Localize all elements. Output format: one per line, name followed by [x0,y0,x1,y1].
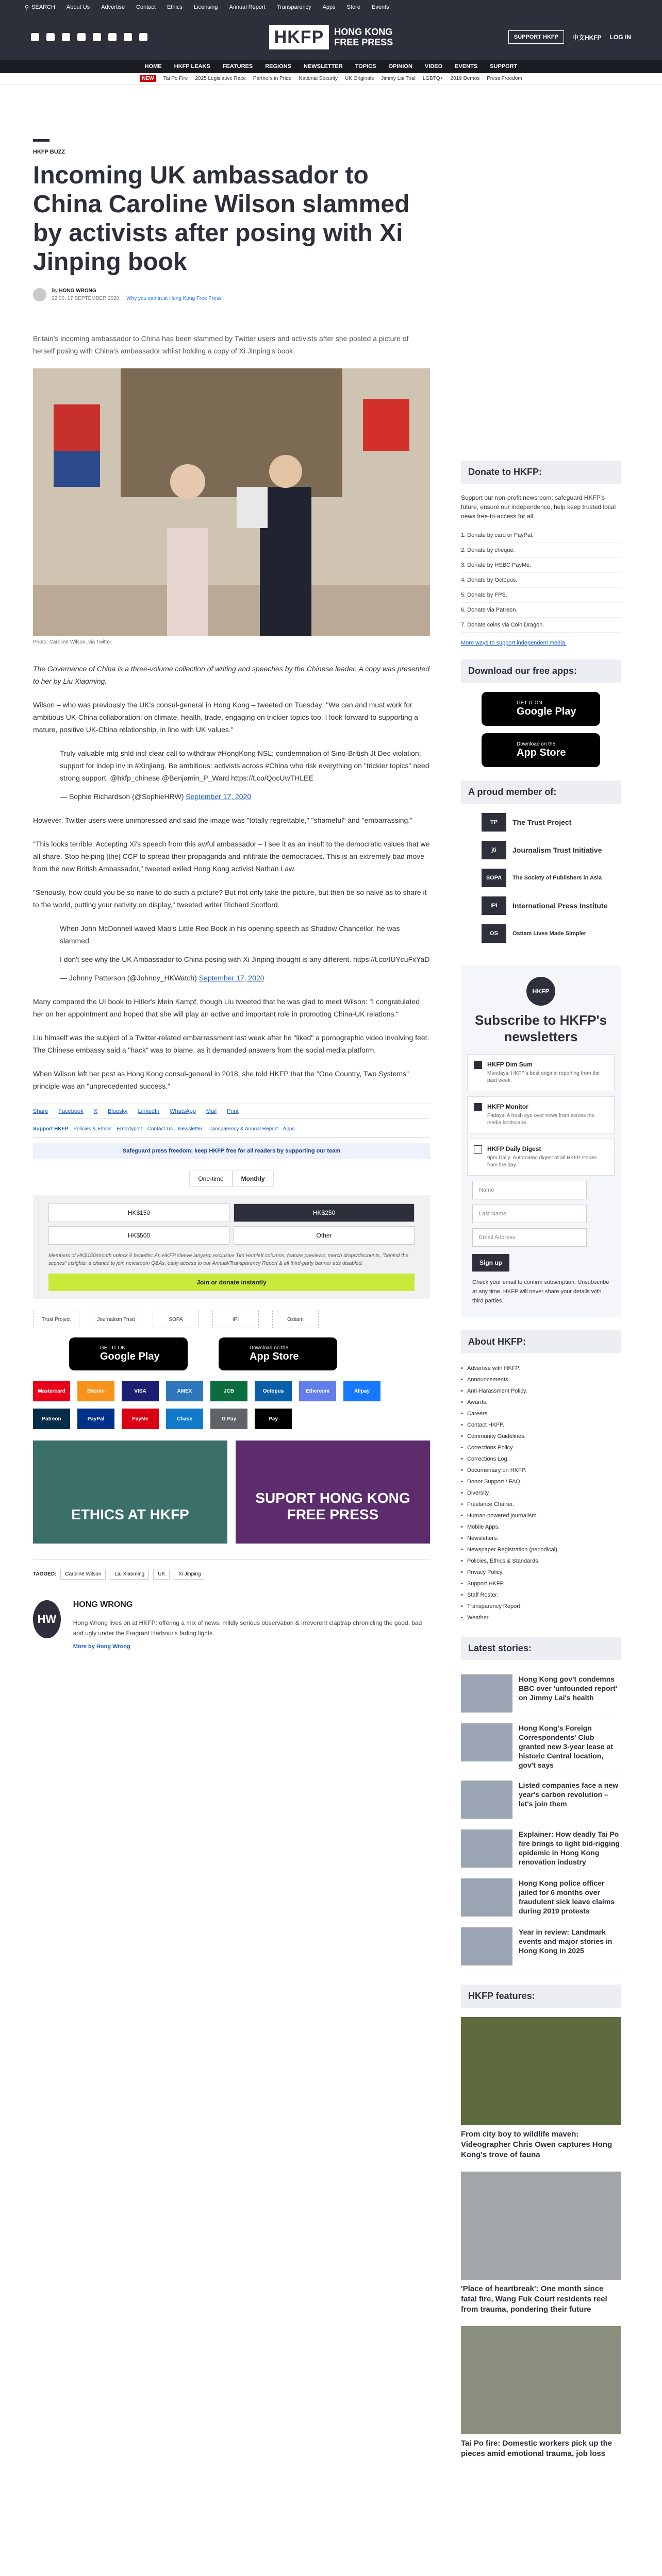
legal-link[interactable]: Apps [283,1126,295,1132]
legal-link[interactable]: Support HKFP [33,1126,69,1132]
donate-widget [461,461,621,646]
photo-illustration [33,368,430,636]
payment-logo[interactable]: PayPal [77,1409,114,1429]
monthly-tab[interactable]: Monthly [233,1171,274,1187]
tag[interactable]: Xi Jinping [174,1569,205,1580]
social-links [31,33,269,41]
author-more-link[interactable]: More by Hong Wrong [73,1643,130,1650]
payment-logo[interactable]: Patreon [33,1409,70,1429]
amount-option[interactable]: Other [234,1226,415,1245]
feature-story[interactable]: 'Place of heartbreak': One month since fatal fire, Wang Fuk Court residents reel from trauma, pondering their future [461,2172,621,2315]
nav-topics[interactable]: TOPICS [355,63,376,70]
partner-logo[interactable]: Trust Project [33,1311,79,1328]
member-org[interactable]: IPI International Press Institute [461,896,621,924]
about-link[interactable]: • Human-powered journalism. [461,1510,621,1521]
author-box-name[interactable]: HONG WRONG [73,1600,133,1609]
util-link[interactable]: Apps [322,4,336,10]
about-link[interactable]: • Newspaper Registration (periodical). [461,1544,621,1555]
support-button[interactable]: SUPPORT HKFP [508,30,564,44]
about-link[interactable]: • Corrections Policy. [461,1442,621,1453]
paragraph: Liu himself was the subject of a Twitter-related embarrassment last week after he "liked" a pornographic video involving feet. The Chinese embassy said a "hack" was to blame, as it demanded answers from the social media platform. [33,1033,429,1054]
linkedin-icon[interactable] [108,33,117,41]
author-avatar: HW [33,1600,61,1638]
author-name[interactable]: By HONG WRONG [52,288,96,294]
legal-links [33,1124,430,1138]
share-bar [33,1104,430,1119]
byline [33,288,430,301]
accent-bar [33,139,49,142]
about-link[interactable]: • Donor Support / FAQ. [461,1476,621,1487]
tag[interactable]: UK [153,1569,170,1580]
tag[interactable]: Liu Xiaoming [110,1569,149,1580]
trending-link[interactable]: Jimmy Lai Trial [381,76,416,81]
about-link[interactable]: • Contact HKFP. [461,1419,621,1431]
trending-link[interactable]: 2025 Legislative Race [195,76,246,81]
latest-story[interactable]: Hong Kong gov't condemns BBC over 'unfounded report' on Jimmy Lai's health [461,1669,621,1718]
story-thumbnail [461,1781,512,1819]
member-org[interactable]: TP The Trust Project [461,813,621,841]
nav-features[interactable]: FEATURES [222,63,253,70]
latest-story[interactable]: Hong Kong police officer jailed for 6 months over fraudulent sick leave claims during 2019 protests [461,1873,621,1922]
email-field[interactable]: Email Address [472,1228,587,1247]
latest-story[interactable]: Hong Kong's Foreign Correspondents' Club granted new 3-year lease at historic Central location, gov't says [461,1718,621,1775]
hkfp-logo-icon: HKFP [526,977,555,1006]
member-org[interactable]: OS Ostiam Lives Made Simpler [461,924,621,952]
about-links [461,1363,621,1623]
partner-logo[interactable]: IPI [212,1311,259,1328]
partner-logos [33,1311,430,1328]
rss-icon[interactable] [139,33,147,41]
donate-intro[interactable]: Support our non-profit newsroom: safeguard HKFP's future, ensure our independence, help keep trusted local news free-to-access for all. [461,494,616,520]
share-x[interactable]: X [93,1108,98,1114]
amount-option[interactable]: HK$500 [48,1226,229,1245]
about-link[interactable]: • Careers. [461,1408,621,1419]
trending-link[interactable]: National Security [299,76,338,81]
donate-method[interactable]: 4. Donate by Octopus. [461,573,621,588]
donation-form [33,1195,430,1299]
nav-events[interactable]: EVENTS [455,63,478,70]
about-link[interactable]: • Freelance Charter. [461,1499,621,1510]
payment-logo[interactable]: AMEX [166,1381,203,1401]
feature-image [461,2326,621,2434]
ethics-banner[interactable]: ETHICS AT HKFP [33,1440,227,1544]
nav-leaks[interactable]: HKFP LEAKS [174,63,210,70]
checkbox[interactable] [474,1103,482,1111]
share-print[interactable]: Print [227,1108,239,1114]
trending-link[interactable]: 2019 Demos [450,76,480,81]
main-nav [0,60,662,73]
about-link[interactable]: • Diversity. [461,1487,621,1499]
google-play-button[interactable]: GET IT ON Google Play [69,1337,188,1370]
latest-story[interactable]: Listed companies face a new year's carbon revolution – let's join them [461,1775,621,1824]
login-link[interactable]: LOG IN [609,33,631,41]
nav-support[interactable]: SUPPORT [490,63,518,70]
util-link[interactable]: Contact [136,4,156,10]
chinese-link[interactable]: 中文HKFP [572,33,602,41]
donate-method[interactable]: 6. Donate via Patreon. [461,603,621,618]
about-link[interactable]: • Privacy Policy. [461,1567,621,1578]
paragraph: "Seriously, how could you be so naive to do such a picture? But not only take the picture, but then be so naive as to share it to the world, putting your nativity on display," tweeted writer Richard Scotford. [33,888,427,909]
payment-logo[interactable]: Chase [166,1409,203,1429]
sopa-icon: SOPA [482,869,506,887]
paragraph: The Governance of China is a three-volume collection of writing and speeches by the Chinese leader. A copy was presented to her by Liu Xiaoming. [33,665,429,685]
tweet-date-link[interactable]: September 17, 2020 [186,792,252,801]
trending-link[interactable]: Tai Po Fire [163,76,188,81]
widget-title: A proud member of: [461,781,621,804]
jti-icon: jti [482,841,506,859]
paragraph: When Wilson left her post as Hong Kong consul-general in 2018, she told HKFP that the "One Country, Two Systems" principle was an "unprecedented success." [33,1070,409,1090]
trending-link[interactable]: Partners in Pride [253,76,292,81]
story-thumbnail [461,1878,512,1917]
legal-link[interactable]: Policies & Ethics [73,1126,112,1132]
checkbox[interactable] [474,1145,482,1154]
telegram-icon[interactable] [124,33,132,41]
about-link[interactable]: • Staff Roster. [461,1589,621,1601]
util-link[interactable]: Store [346,4,360,10]
payment-logo[interactable]: G Pay [210,1409,247,1429]
app-buttons [33,1337,430,1370]
partner-logo[interactable]: SOPA [153,1311,199,1328]
ostiam-icon: OS [482,924,506,943]
share-bluesky[interactable]: Bluesky [108,1108,128,1114]
about-link[interactable]: • Announcements. [461,1374,621,1385]
util-link[interactable]: About Us [66,4,90,10]
photo-caption: Photo: Caroline Wilson, via Twitter. [33,639,113,645]
widget-title: Latest stories: [461,1637,621,1660]
paragraph: Many compared the UI book to Hitler's Mein Kampf, though Liu tweeted that he was glad to meet Wilson: "I congratulated her on her appointment and hoped that she will play an active and important role in promoting China-UK relations." [33,997,420,1018]
newsletter-option[interactable]: HKFP Dim Sum Mondays: HKFP's best original reporting from the past week. [467,1054,615,1091]
newsletter-option[interactable]: HKFP Monitor Fridays: A fresh eye over news from across the media landscape. [467,1096,615,1133]
story-thumbnail [461,1723,512,1761]
util-link[interactable]: Advertise [101,4,125,10]
about-link[interactable]: • Support HKFP. [461,1578,621,1589]
embedded-tweet: Truly valuable mtg shld incl clear call to withdraw #HongKong NSL; condemnation of Sino-British Jt Dec violation; support for indep inv in #Xinjiang. Be ambitious: activists across #China who risk everything on "trickier topics" need strong support. @hkfp_chinese @Benjamin_P_Ward https://t.co/QocUwTHLEE — Sophie Richardson (@SophieHRW) September 17, 2020 [60,749,429,801]
payment-logo[interactable]: Pay [255,1409,292,1429]
embedded-tweet: When John McDonnell waved Mao's Little Red Book in his opening speech as Shadow Chancellor, he was slammed. I don't see why the UK Ambassador to China posing with Xi Jinping thought is any different. https://t.co/tUYcuFxYaD — Johnny Patterson (@Johnny_HKWatch) September 17, 2020 [60,924,430,982]
payment-logo[interactable]: PayMe [122,1409,159,1429]
checkbox[interactable] [474,1061,482,1069]
feature-image [461,2017,621,2125]
donate-method[interactable]: 3. Donate by HSBC PayMe. [461,558,621,573]
nav-video[interactable]: VIDEO [424,63,443,70]
legal-link[interactable]: Contact Us [147,1126,173,1132]
signup-button[interactable]: Sign up [472,1254,509,1272]
app-store-button[interactable]: Download on the App Store [219,1337,337,1370]
share-whatsapp[interactable]: WhatsApp [170,1108,196,1114]
avatar [33,288,46,301]
amount-option[interactable]: HK$250 [234,1204,415,1222]
about-link[interactable]: • Documentary on HKFP. [461,1465,621,1476]
tweet-date-link[interactable]: September 17, 2020 [198,974,264,982]
site-logo[interactable]: HKFP HONG KONG FREE PRESS [269,25,393,49]
article-category[interactable]: HKFP BUZZ [33,149,65,155]
name-field[interactable]: Name [472,1181,587,1199]
payment-logo[interactable]: Octopus [255,1381,292,1401]
about-link[interactable]: • Anti-Harassment Policy. [461,1385,621,1397]
latest-story[interactable]: Explainer: How deadly Tai Po fire brings to light bid-rigging epidemic in Hong Kong renovation industry [461,1824,621,1873]
trending-link[interactable]: Press Freedom [487,76,522,81]
last-name-field[interactable]: Last Name [472,1205,587,1223]
google-play-button[interactable]: GET IT ON Google Play [482,692,600,726]
widget-title: About HKFP: [461,1330,621,1353]
article-title: Incoming UK ambassador to China Caroline Wilson slammed by activists after posing with Xi Jinping book [33,162,410,276]
story-thumbnail [461,1927,512,1965]
trending-nav [0,73,662,84]
apps-widget [461,659,621,767]
trending-link[interactable]: LGBTQ+ [422,76,443,81]
about-link[interactable]: • Advertise with HKFP. [461,1363,621,1374]
nav-home[interactable]: HOME [144,63,162,70]
widget-title: Download our free apps: [461,659,621,683]
article-photo [33,368,430,636]
story-thumbnail [461,1674,512,1713]
tags-label: TAGGED: [33,1571,57,1577]
feature-story[interactable]: From city boy to wildlife maven: Videographer Chris Owen captures Hong Kong's trove of fauna [461,2017,621,2160]
app-store-button[interactable]: Download on the App Store [482,733,600,767]
membership-note: Members of HK$150/month unlock 6 benefits: An HKFP sleeve lanyard, exclusive Tim Hamlett columns, feature previews; merch drops/discounts, "behind the scenes" insights; a chance to join newsroom Q&As, early access to our Annual/Transparency Report & all third-party banner ads disabled. [48,1253,409,1266]
nav-opinion[interactable]: OPINION [388,63,412,70]
newsletter-note: Check your email to confirm subscription. Unsubscribe at any time. HKFP will never share your details with third parties. [472,1279,609,1304]
util-link[interactable]: Annual Report [229,4,266,10]
util-link[interactable]: Events [371,4,389,10]
x-icon[interactable] [46,33,55,41]
frequency-toggle [33,1171,430,1187]
about-link[interactable]: • Weather. [461,1612,621,1623]
nav-regions[interactable]: REGIONS [265,63,291,70]
util-link[interactable]: Licensing [193,4,218,10]
promo-banners [33,1440,430,1544]
story-thumbnail [461,1829,512,1868]
legal-link[interactable]: Transparency & Annual Report [207,1126,278,1132]
share-facebook[interactable]: Facebook [58,1108,84,1114]
about-link[interactable]: • Policies, Ethics & Standards. [461,1555,621,1567]
payment-logo[interactable]: Ethereum [299,1381,336,1401]
about-link[interactable]: • Mobile Apps. [461,1521,621,1533]
google-trust-link[interactable]: Why you can trust Hong Kong Free Press [126,296,222,301]
about-link[interactable]: • Awards. [461,1397,621,1408]
features-widget [461,1985,621,2459]
join-button[interactable]: Join or donate instantly [48,1274,415,1291]
member-org[interactable]: SOPA The Society of Publishers in Asia [461,869,621,896]
newsletter-option[interactable]: HKFP Daily Digest 9pm Daily: Automated digest of all HKFP stories from the day. [467,1139,615,1176]
donate-method[interactable]: 7. Donate coins via Coin Dragon. [461,618,621,633]
payment-logo[interactable]: Mastercard [33,1381,70,1401]
instagram-icon[interactable] [62,33,70,41]
member-org[interactable]: jti Journalism Trust Initiative [461,841,621,869]
youtube-icon[interactable] [93,33,101,41]
tag[interactable]: Caroline Wilson [60,1569,106,1580]
feature-image [461,2172,621,2280]
feature-story[interactable]: Tai Po fire: Domestic workers pick up the pieces amid emotional trauma, job loss [461,2326,621,2459]
utility-bar [0,0,662,14]
payment-logo[interactable]: VISA [122,1381,159,1401]
facebook-icon[interactable] [31,33,39,41]
trust-project-icon: TP [482,813,506,832]
payment-logo[interactable]: JCB [210,1381,247,1401]
new-badge: NEW [140,75,156,82]
partner-logo[interactable]: Ostiam [272,1311,319,1328]
search-link[interactable]: ⚲ SEARCH [25,4,55,11]
util-link[interactable]: Transparency [276,4,311,10]
about-widget [461,1330,621,1623]
tags [33,1559,430,1580]
paragraph: "This looks terrible. Accepting Xi's speech from this awful ambassador – I see it as an insult to the democratic values that we all share. Stop helping [the] CCP to spread their propaganda and infiltrate the democracies. This is an extremely bad move from the new British Ambassador," tweeted exiled Hong Kong activist Nathan Law. [33,840,430,873]
share-label: Share [33,1108,48,1114]
amount-option[interactable]: HK$150 [48,1204,229,1222]
donate-methods [461,528,621,633]
sidebar [461,84,621,2472]
newsletter-widget [461,965,621,1317]
latest-widget [461,1637,621,1971]
widget-title: HKFP features: [461,1985,621,2008]
donate-method[interactable]: 1. Donate by card or PayPal. [461,528,621,543]
trending-link[interactable]: UK Originals [344,76,374,81]
latest-story[interactable]: Year in review: Landmark events and major stories in Hong Kong in 2025 [461,1922,621,1971]
publish-date: 22:00, 17 SEPTEMBER 2020 [52,296,120,301]
widget-title: Donate to HKFP: [461,461,621,484]
more-ways-link[interactable]: More ways to support independent media. [461,640,567,646]
legal-link[interactable]: Newsletter [178,1126,203,1132]
support-banner[interactable]: SUPORT HONG KONG FREE PRESS [236,1440,430,1544]
partner-logo[interactable]: Journalism Trust [93,1311,139,1328]
share-linkedin[interactable]: LinkedIn [138,1108,160,1114]
about-link[interactable]: • Newsletters. [461,1533,621,1544]
paragraph: Wilson – who was previously the UK's consul-general in Hong Kong – tweeted on Tuesday: "We can and must work for ambitious UK-China collaboration: on climate, health, trade, engaging on trickier topics too. I look forward to supporting a mature, positive UK-China relationship, in line with UK values." [33,701,419,734]
paragraph: However, Twitter users were unimpressed and said the image was "totally regrettable," "shameful" and "embarrassing." [33,816,413,824]
newsletter-title: Subscribe to HKFP's newsletters [474,1012,607,1044]
member-widget [461,781,621,952]
donate-method[interactable]: 5. Donate by FPS. [461,588,621,603]
author-box [33,1600,430,1650]
payment-logo[interactable]: Alipay [343,1381,380,1401]
onetime-tab[interactable]: One-time [189,1171,232,1187]
ipi-icon: IPI [482,896,506,915]
util-link[interactable]: Ethics [167,4,183,10]
author-bio: Hong Wrong lives on at HKFP: offering a mix of news, mildly serious observation & irreverent claptrap chronicling the good, bad and ugly under the Fragrant Harbour's fading lights. [73,1619,422,1637]
search-icon: ⚲ [25,4,29,11]
nav-newsletter[interactable]: NEWSLETTER [303,63,343,70]
about-link[interactable]: • Transparency Report. [461,1601,621,1612]
article-lead: Britain's incoming ambassador to China has been slammed by Twitter users and activists after she posted a picture of herself posing with China's ambassador whilst holding a copy of Xi Jinping's book. [33,334,409,355]
site-header [0,14,662,60]
payment-methods [33,1381,430,1429]
donate-method[interactable]: 2. Donate by cheque. [461,543,621,558]
threads-icon[interactable] [77,33,86,41]
share-mail[interactable]: Mail [206,1108,217,1114]
legal-link[interactable]: Error/typo? [117,1126,142,1132]
article [33,84,430,2472]
payment-logo[interactable]: Bitcoin [77,1381,114,1401]
about-link[interactable]: • Community Guidelines. [461,1431,621,1442]
about-link[interactable]: • Corrections Log. [461,1453,621,1465]
donate-banner[interactable]: Safeguard press freedom; keep HKFP free for all readers by supporting our team [33,1143,430,1159]
